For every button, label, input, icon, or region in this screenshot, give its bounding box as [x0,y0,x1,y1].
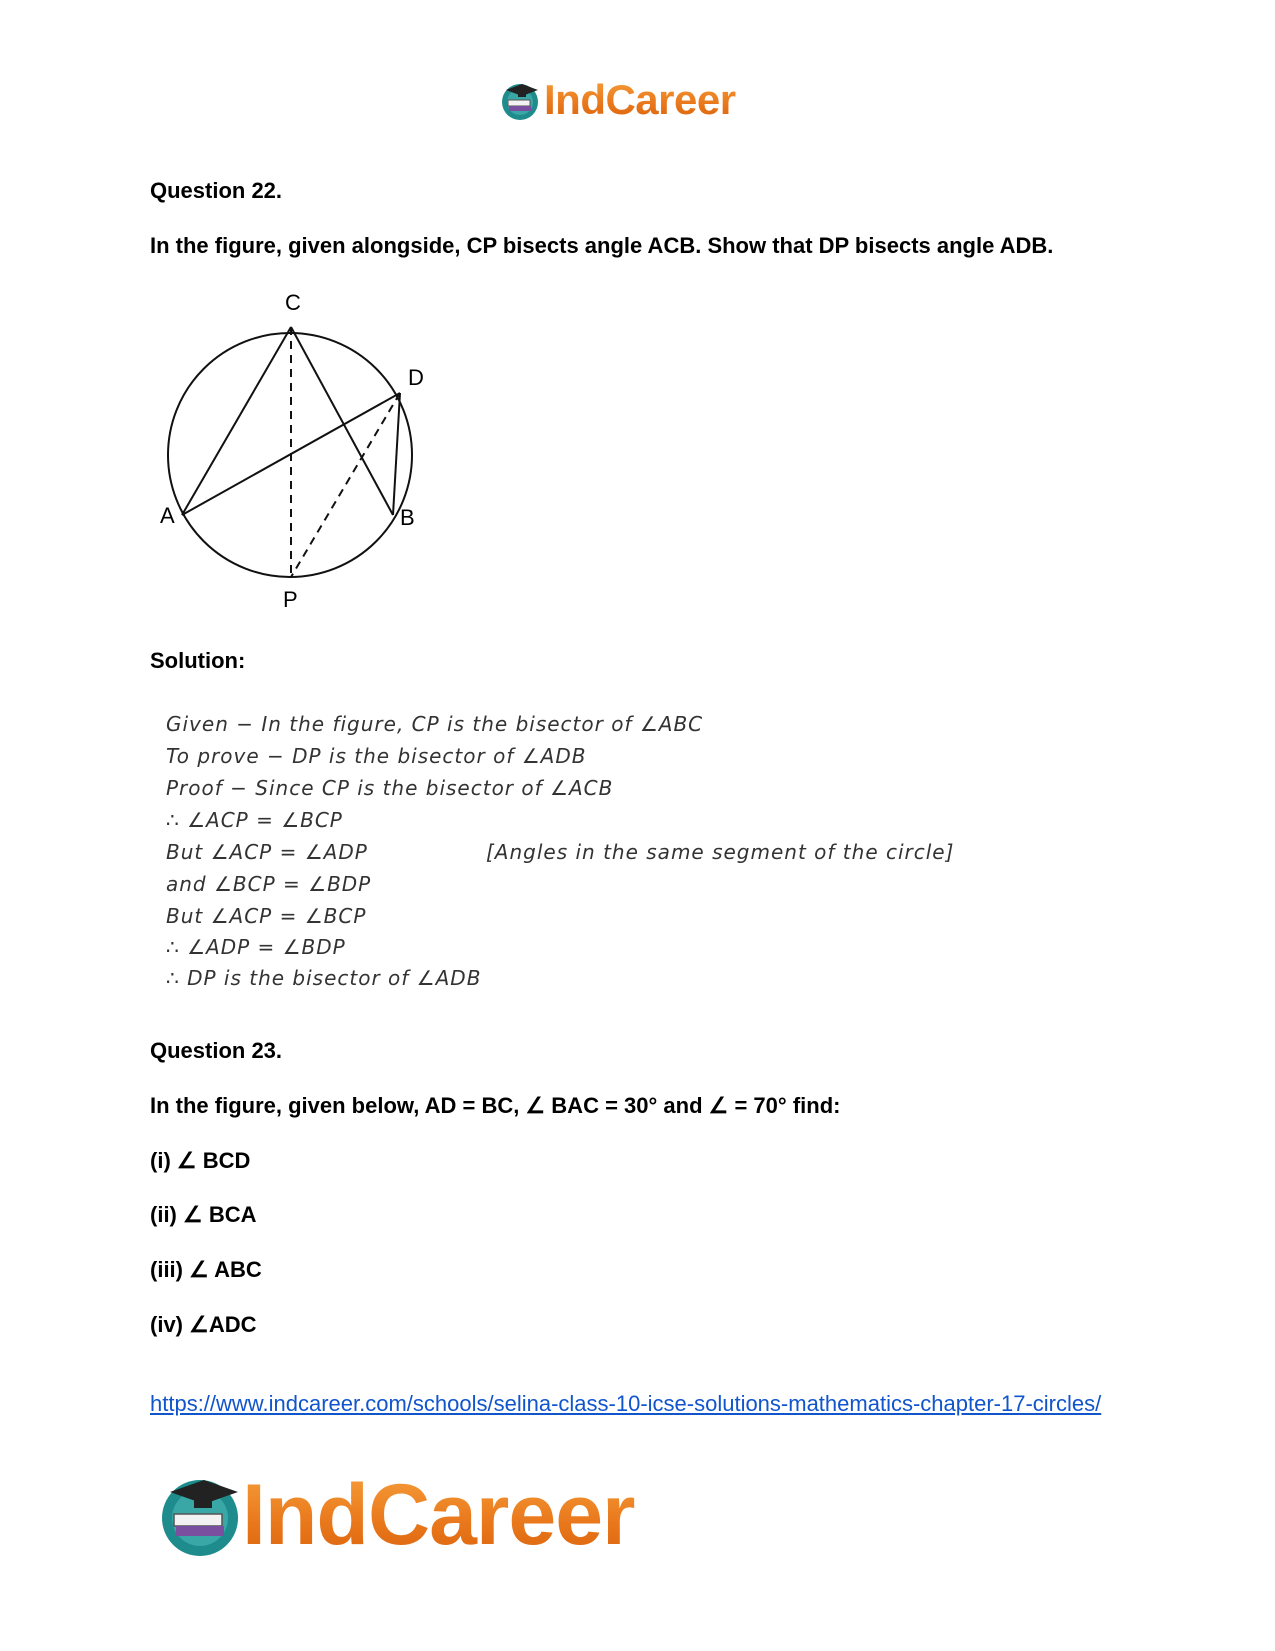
logo-text: IndCareer [242,1467,635,1563]
question-23-part-iii: (iii) ∠ ABC [150,1257,262,1282]
line-DB [393,393,400,515]
solution-reason: [Angles in the same segment of the circle] [486,840,955,864]
solution-label: Solution: [150,648,246,673]
line-DP [291,393,400,577]
question-23-part-i: (i) ∠ BCD [150,1148,251,1173]
label-P: P [283,587,298,612]
solution-line-4: ∴ ∠ACP = ∠BCP [166,808,343,832]
solution-line-5: But ∠ACP = ∠ADP [166,840,368,864]
solution-line-7: But ∠ACP = ∠BCP [166,904,367,928]
label-D: D [408,365,424,390]
solution-line-2: To prove − DP is the bisector of ∠ADB [166,744,587,768]
graduation-globe-icon [160,1470,244,1560]
question-23-text: In the figure, given below, AD = BC, ∠ BAC = 30° and ∠ = 70° find: [150,1093,841,1118]
label-A: A [160,503,175,528]
line-CA [182,327,291,515]
question-22-title: Question 22. [150,178,283,203]
solution-line-8: ∴ ∠ADP = ∠BDP [166,935,346,959]
label-C: C [285,290,301,315]
solution-line-6: and ∠BCP = ∠BDP [166,872,372,896]
line-CB [291,327,393,515]
question-22-text: In the figure, given alongside, CP bisects angle ACB. Show that DP bisects angle ADB. [150,233,1054,258]
label-B: B [400,505,415,530]
circle-figure [150,285,440,615]
question-23-part-ii: (ii) ∠ BCA [150,1202,257,1227]
footer-logo [160,1467,720,1570]
header-logo [500,78,790,130]
source-link[interactable]: https://www.indcareer.com/schools/selina-class-10-icse-solutions-mathematics-chapter-17-circles/ [150,1391,1102,1416]
solution-line-9: ∴ DP is the bisector of ∠ADB [166,966,482,990]
logo-text: IndCareer [544,76,736,123]
solution-line-3: Proof − Since CP is the bisector of ∠ACB [166,776,614,800]
graduation-globe-icon [500,78,544,124]
question-23-part-iv: (iv) ∠ADC [150,1312,257,1337]
solution-line-1: Given − In the figure, CP is the bisector of ∠ABC [166,712,704,736]
question-23-title: Question 23. [150,1038,283,1063]
